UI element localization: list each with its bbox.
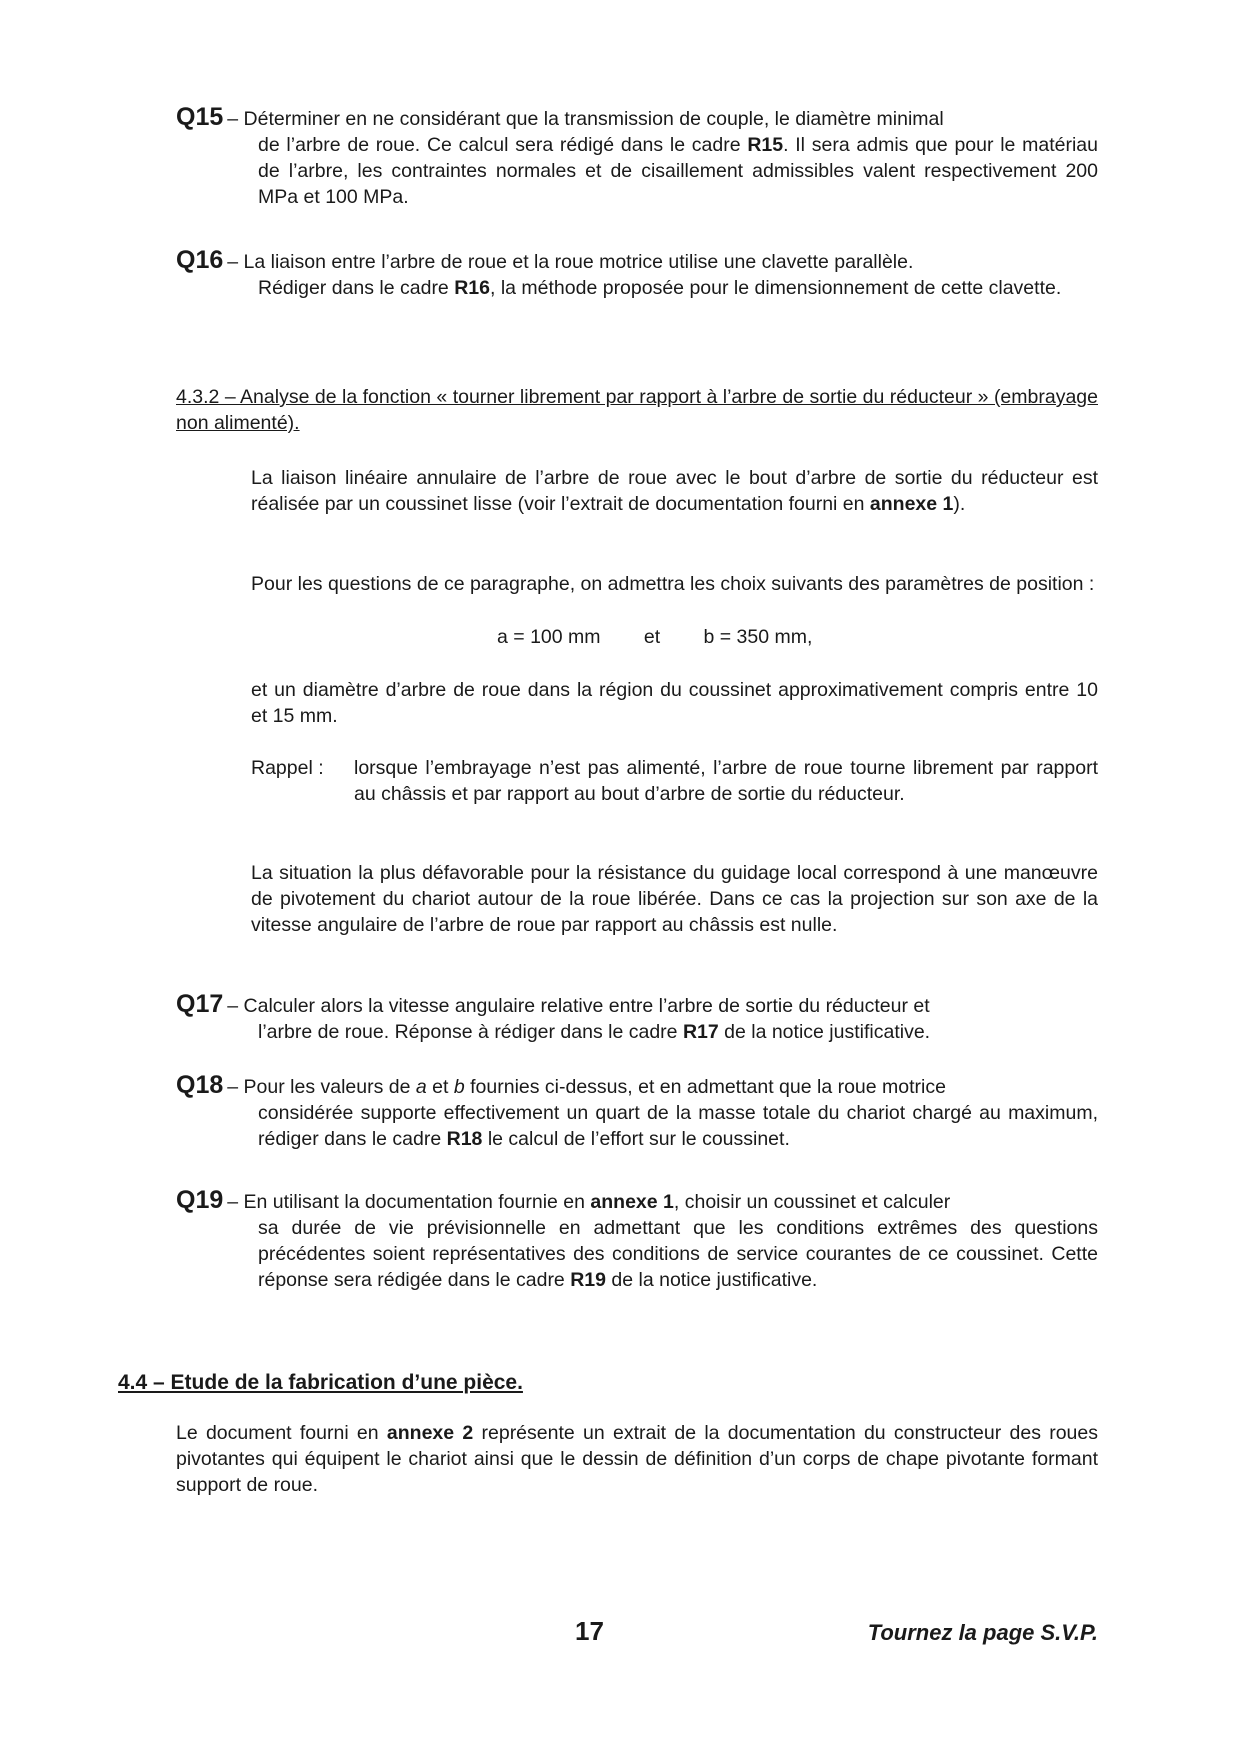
q16-first-line: Q16 – La liaison entre l’arbre de roue et la roue motrice utilise une clavette parallèle.: [176, 246, 914, 274]
question-q18: [176, 1072, 1098, 1152]
rappel-label: Rappel :: [251, 757, 324, 779]
q19-first-line: Q19 – En utilisant la documentation fournie en annexe 1, choisir un coussinet et calculer: [176, 1186, 951, 1214]
turn-page-note: Tournez la page S.V.P.: [867, 1620, 1098, 1645]
page-number: 17: [575, 1616, 604, 1646]
q19-label: Q19: [176, 1186, 224, 1214]
section-4-3-2-title: 4.3.2 – Analyse de la fonction « tourner librement par rapport à l’arbre de sortie du réducteur » (embrayage non alimenté).: [176, 386, 1098, 434]
paragraph-parametres: Pour les questions de ce paragraphe, on admettra les choix suivants des paramètres de position :: [251, 573, 1095, 595]
paragraph-annexe2: Le document fourni en annexe 2 représente un extrait de la documentation du constructeur des roues pivotantes qui équipent le chariot ainsi que le dessin de définition d’un corps de chape pivotante formant support de roue.: [176, 1422, 1098, 1496]
q19-body: sa durée de vie prévisionnelle en admettant que les conditions extrêmes des questions précédentes soient représentatives des conditions de service courantes de ce coussinet. Cette réponse sera rédigée dans le cadre R19 de la notice justificative.: [258, 1217, 1098, 1291]
paragraph-liaison: La liaison linéaire annulaire de l’arbre de roue avec le bout d’arbre de sortie du réducteur est réalisée par un coussinet lisse (voir l’extrait de documentation fourni en annexe 1).: [251, 467, 1098, 515]
q17-body: l’arbre de roue. Réponse à rédiger dans le cadre R17 de la notice justificative.: [258, 1021, 931, 1043]
formula-a-b: a = 100 mm et b = 350 mm,: [497, 626, 813, 648]
question-q16: [176, 247, 1098, 301]
q15-body: de l’arbre de roue. Ce calcul sera rédigé dans le cadre R15. Il sera admis que pour le matériau de l’arbre, les contraintes normales et de cisaillement admissibles valent respectivement 200 MPa et 100 MPa.: [258, 134, 1098, 208]
q18-body: considérée supporte effectivement un quart de la masse totale du chariot chargé au maximum, rédiger dans le cadre R18 le calcul de l’effort sur le coussinet.: [258, 1102, 1098, 1150]
q18-label: Q18: [176, 1071, 224, 1099]
paragraph-situation: La situation la plus défavorable pour la résistance du guidage local correspond à une manœuvre de pivotement du chariot autour de la roue libérée. Dans ce cas la projection sur son axe de la vitesse angulaire de l’arbre de roue par rapport au châssis est nulle.: [251, 862, 1098, 936]
q17-label: Q17: [176, 990, 224, 1018]
section-4-4-title: 4.4 – Etude de la fabrication d’une pièce.: [118, 1371, 523, 1394]
q15-first-line: Q15 – Déterminer en ne considérant que la transmission de couple, le diamètre minimal: [176, 103, 944, 131]
question-q19: [176, 1187, 1098, 1293]
q18-first-line: Q18 – Pour les valeurs de a et b fournies ci-dessus, et en admettant que la roue motrice: [176, 1071, 946, 1099]
q17-first-line: Q17 – Calculer alors la vitesse angulaire relative entre l’arbre de sortie du réducteur et: [176, 990, 930, 1018]
rappel-text: lorsque l’embrayage n’est pas alimenté, l’arbre de roue tourne librement par rapport au châssis et par rapport au bout d’arbre de sortie du réducteur.: [354, 757, 1098, 805]
question-q15: [176, 104, 1098, 210]
question-q17: [176, 991, 1098, 1045]
q16-label: Q16: [176, 246, 224, 274]
paragraph-diametre: et un diamètre d’arbre de roue dans la région du coussinet approximativement compris entre 10 et 15 mm.: [251, 679, 1098, 727]
q16-body: Rédiger dans le cadre R16, la méthode proposée pour le dimensionnement de cette clavette.: [258, 277, 1062, 299]
q15-label: Q15: [176, 103, 224, 131]
